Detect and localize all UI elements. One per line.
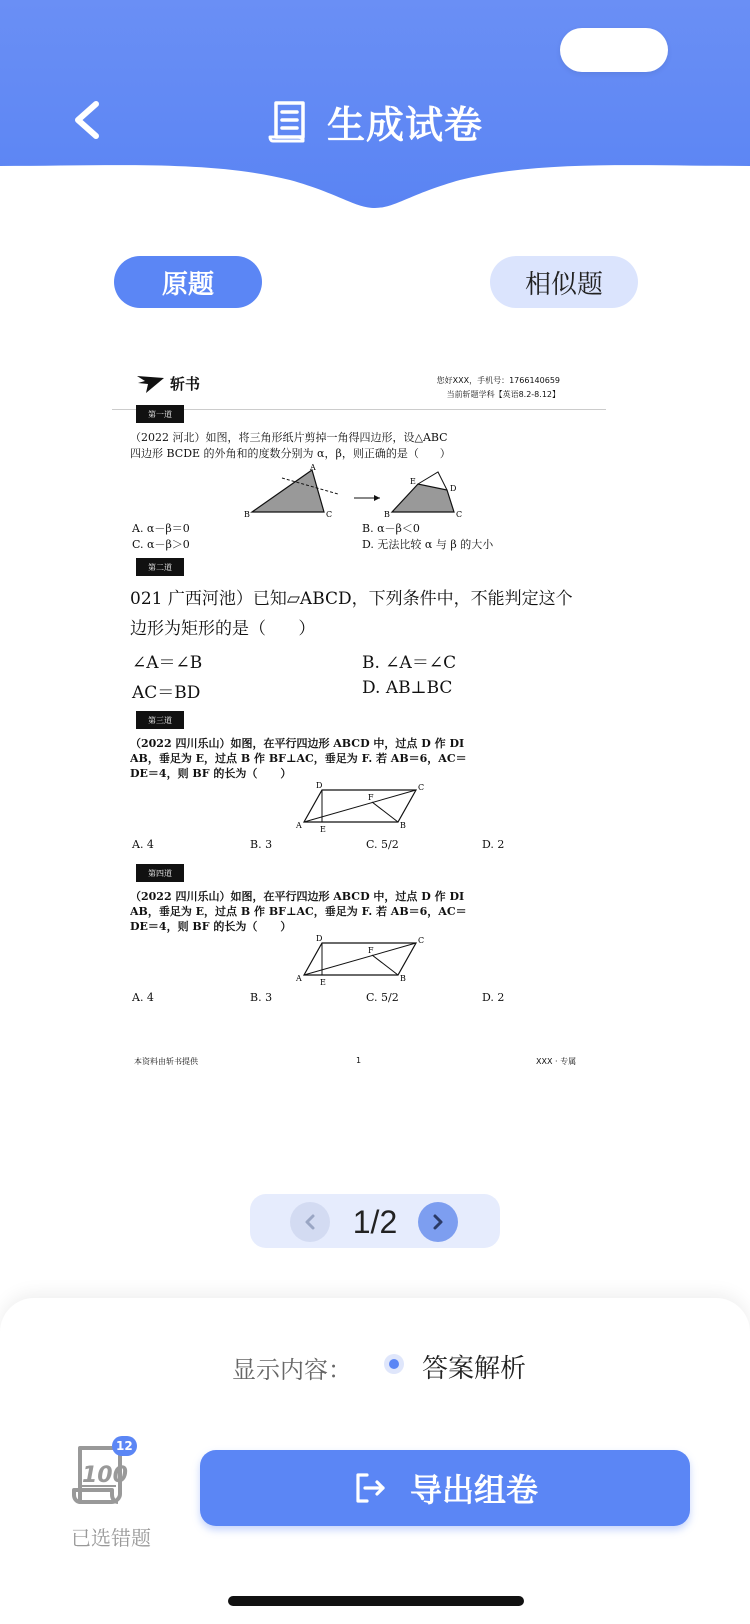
next-page-button[interactable] bbox=[418, 1202, 458, 1242]
question-option: A. 4 bbox=[132, 838, 154, 851]
selected-wrong-label: 已选错题 bbox=[71, 1526, 151, 1550]
selected-wrong-questions-button[interactable] bbox=[56, 1436, 166, 1550]
svg-text:D: D bbox=[316, 781, 323, 790]
tab-original-question[interactable]: 原题 bbox=[114, 256, 262, 308]
page-pager bbox=[250, 1194, 500, 1248]
page-title: 生成试卷 bbox=[326, 102, 483, 147]
svg-text:F: F bbox=[368, 946, 374, 955]
paper-page-number: 1 bbox=[356, 1056, 362, 1065]
svg-text:C: C bbox=[418, 783, 425, 792]
question-tag: 第四道 bbox=[136, 864, 184, 882]
scroll-document-icon bbox=[267, 99, 309, 143]
chevron-right-icon bbox=[429, 1213, 447, 1231]
top-pill-capsule[interactable] bbox=[560, 28, 668, 72]
home-indicator[interactable] bbox=[228, 1596, 524, 1606]
svg-text:A: A bbox=[296, 974, 302, 983]
question-tag: 第二道 bbox=[136, 558, 184, 576]
question-option: D. 无法比较 α 与 β 的大小 bbox=[362, 538, 494, 551]
svg-text:E: E bbox=[320, 978, 326, 985]
wrong-count-badge: 12 bbox=[112, 1436, 137, 1456]
svg-text:F: F bbox=[368, 793, 374, 802]
question-option: B. 3 bbox=[250, 838, 273, 851]
paper-footer-left: 本资料由斩书提供 bbox=[134, 1057, 198, 1066]
parallelogram-figure bbox=[294, 933, 426, 985]
export-icon bbox=[352, 1470, 388, 1506]
svg-text:C: C bbox=[326, 510, 333, 519]
svg-text:B: B bbox=[244, 510, 250, 519]
question-text: （2022 四川乐山）如图，在平行四边形 ABCD 中，过点 D 作 DI AB，垂足为 E，过点 B 作 BF⊥AC，垂足为 F. 若 AB＝6，AC＝ DE＝4，则 BF 的长为（ ） bbox=[130, 890, 467, 933]
parallelogram-figure bbox=[294, 780, 426, 832]
svg-text:A: A bbox=[296, 821, 302, 830]
header bbox=[0, 0, 750, 215]
svg-text:D: D bbox=[316, 934, 323, 943]
answer-analysis-label[interactable]: 答案解析 bbox=[422, 1354, 527, 1384]
header-title-group bbox=[0, 92, 750, 150]
question-option: C. 5/2 bbox=[366, 991, 399, 1004]
question-option: A. α－β＝0 bbox=[132, 522, 190, 535]
svg-text:100: 100 bbox=[82, 1463, 128, 1488]
svg-text:C: C bbox=[418, 936, 425, 945]
previous-page-button[interactable] bbox=[290, 1202, 330, 1242]
brand-name: 斩书 bbox=[170, 374, 201, 393]
svg-text:D: D bbox=[450, 484, 457, 493]
question-option: ∠A＝∠B bbox=[132, 653, 203, 673]
question-text: （2022 四川乐山）如图，在平行四边形 ABCD 中，过点 D 作 DI AB，垂足为 E，过点 B 作 BF⊥AC，垂足为 F. 若 AB＝6，AC＝ DE＝4，则 BF 的长为（ ） bbox=[130, 737, 467, 780]
exam-paper-preview[interactable] bbox=[112, 360, 606, 1072]
question-option: D. 2 bbox=[482, 991, 505, 1004]
display-content-label: 显示内容： bbox=[232, 1356, 352, 1384]
svg-text:B: B bbox=[400, 974, 406, 983]
paper-user-info bbox=[437, 374, 560, 402]
question-option: AC＝BD bbox=[132, 683, 201, 703]
question-tag: 第一道 bbox=[136, 405, 184, 423]
question-option: B. 3 bbox=[250, 991, 273, 1004]
svg-text:B: B bbox=[384, 510, 390, 519]
svg-text:E: E bbox=[410, 477, 416, 486]
question-tag: 第三道 bbox=[136, 711, 184, 729]
svg-text:B: B bbox=[400, 821, 406, 830]
page-indicator: 1/2 bbox=[352, 1204, 398, 1240]
question-option: D. AB⊥BC bbox=[362, 678, 453, 698]
tab-similar-question[interactable]: 相似题 bbox=[490, 256, 638, 308]
export-button-label: 导出组卷 bbox=[409, 1471, 538, 1509]
question-option: B. α－β＜0 bbox=[362, 522, 420, 535]
export-paper-button[interactable] bbox=[200, 1450, 690, 1526]
question-option: C. α－β＞0 bbox=[132, 538, 190, 551]
bottom-action-sheet bbox=[0, 1298, 750, 1624]
user-line: 您好XXX，手机号：1766140659 bbox=[436, 376, 560, 385]
question-text: 021 广西河池）已知▱ABCD，下列条件中，不能判定这个 边形为矩形的是（ ） bbox=[130, 589, 573, 639]
question-option: B. ∠A＝∠C bbox=[362, 653, 457, 673]
paper-header bbox=[112, 360, 606, 410]
answer-analysis-radio[interactable] bbox=[384, 1354, 404, 1374]
triangle-figure bbox=[242, 464, 482, 520]
chevron-left-icon bbox=[301, 1213, 319, 1231]
question-option: C. 5/2 bbox=[366, 838, 399, 851]
svg-text:E: E bbox=[320, 825, 326, 832]
svg-text:C: C bbox=[456, 510, 463, 519]
question-option: A. 4 bbox=[132, 991, 154, 1004]
brand bbox=[136, 372, 200, 394]
paper-footer-right: XXX · 专属 bbox=[536, 1057, 577, 1066]
brand-logo bbox=[136, 372, 166, 394]
question-option: D. 2 bbox=[482, 838, 505, 851]
subject-line: 当前斩题学科【英语8.2-8.12】 bbox=[446, 390, 560, 399]
svg-text:A: A bbox=[310, 464, 316, 472]
question-text: （2022 河北）如图，将三角形纸片剪掉一角得四边形，设△ABC 四边形 BCDE 的外角和的度数分别为 α，β，则正确的是（ ） bbox=[130, 431, 451, 460]
